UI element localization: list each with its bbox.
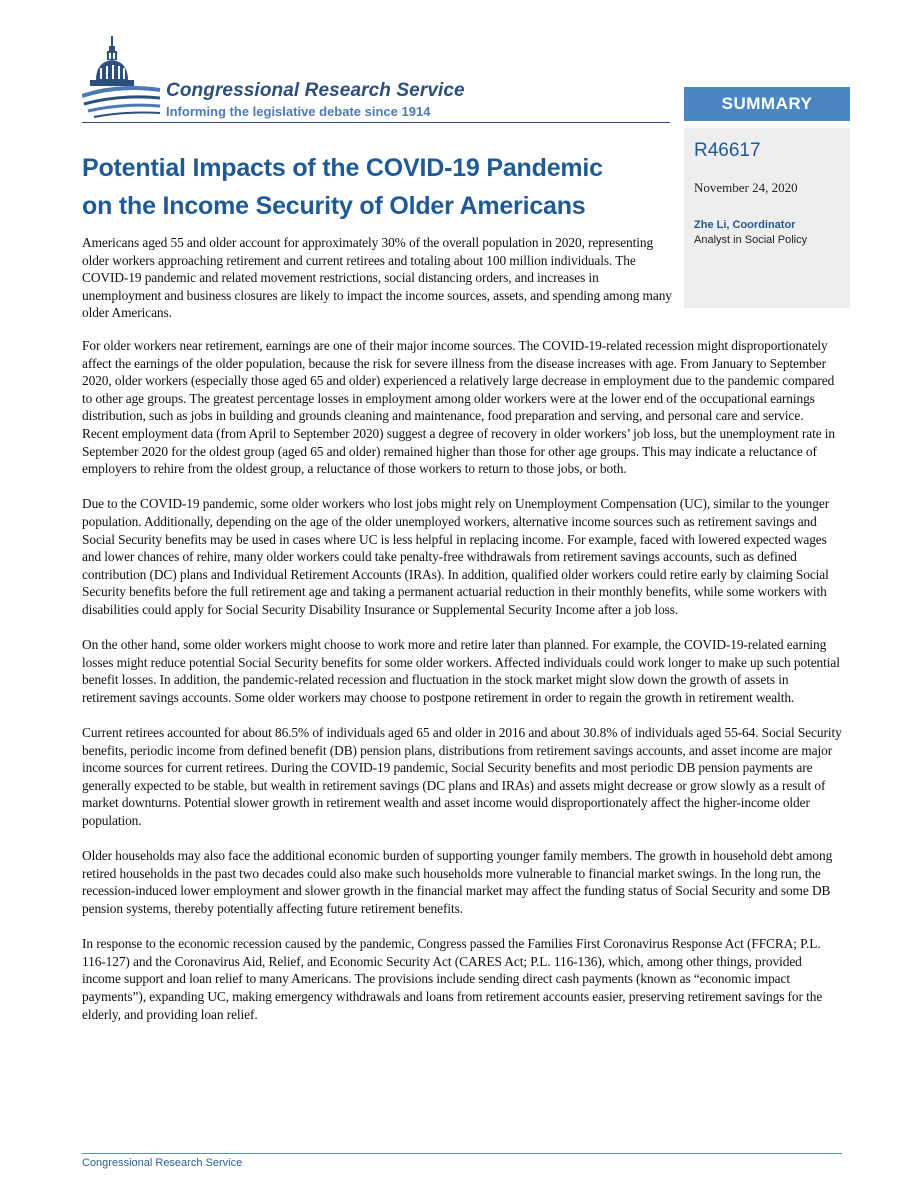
report-date: November 24, 2020 [694,180,798,195]
author-role: Analyst in Social Policy [694,234,808,246]
body-paragraph: For older workers near retirement, earnings are one of their major income sources. The COVID-19-related recession might disproportionately affect the earnings of the older population, because the risk for severe illness from the disease increases with age. From January to September 2020, older workers (especially those aged 65 and older) experienced a relatively large decrease in employment due to the pandemic compared to other age groups. The greatest percentage losses in employment among older workers were at the lower end of the occupational earnings distribution, such as jobs in building and grounds cleaning and maintenance, food preparation and serving, and personal care and service. Recent employment data (from April to September 2020) suggest a degree of recovery in older workers’ job loss, but the unemployment rate in September 2020 for the oldest group (aged 65 and older) remained higher than those for other age groups. This may indicate a reluctance of employers to rehire from the oldest group, a reluctance of those workers to return to those jobs, or both. [82,338,835,477]
report-info-box [684,128,850,308]
body-paragraph: In response to the economic recession caused by the pandemic, Congress passed the Families First Coronavirus Response Act (FFCRA; P.L. 116-127) and the Coronavirus Aid, Relief, and Economic Security Act (CARES Act; P.L. 116-136), which, among other things, provided income support and loan relief to many Americans. The provisions include sending direct cash payments (known as “economic impact payments”), expanding UC, making emergency withdrawals and loans from retirement accounts easier, preserving retirement savings for the elderly, and providing loan relief. [82,936,823,1022]
body-paragraph: Older households may also face the additional economic burden of supporting younger family members. The growth in household debt among retired households in the past two decades could also make such households more vulnerable to financial market swings. In the long run, the recession-induced lower employment and slower growth in the financial market may affect the funding status of Social Security and some DB pension systems, thereby potentially affecting future retirement benefits. [82,848,833,916]
body-paragraph: Current retirees accounted for about 86.5% of individuals aged 65 and older in 2016 and about 30.8% of individuals aged 55-64. Social Security benefits, periodic income from defined benefit (DB) pension plans, distributions from retirement savings accounts, and asset income are major income sources for current retirees. During the COVID-19 pandemic, Social Security benefits and most periodic DB pension payments are generally expected to be stable, but wealth in retirement savings (DC plans and IRAs) and assets might decrease or grow slowly as a result of market downturns. Potential slower growth in retirement wealth and asset income would disproportionately affect the higher-income older population. [82,725,842,829]
crs-logo [82,34,482,124]
report-number: R46617 [694,140,761,161]
page-title [82,149,672,225]
footer-text: Congressional Research Service [82,1157,243,1169]
body-text [82,337,842,1041]
author-name: Zhe Li, Coordinator [694,219,796,231]
body-paragraph: On the other hand, some older workers might choose to work more and retire later than planned. For example, the COVID-19-related earning losses might reduce potential Social Security benefits for some older workers. Affected individuals could work longer to make up such potential benefit losses. In addition, the pandemic-related recession and fluctuation in the stock market might slow down the growth of assets in retirement savings accounts. Some older workers may choose to postpone retirement in order to regain the growth in retirement wealth. [82,637,840,705]
body-paragraph: Due to the COVID-19 pandemic, some older workers who lost jobs might rely on Unemployment Compensation (UC), similar to the younger population. Additionally, depending on the age of the older unemployed workers, alternative income sources such as retirement savings and Social Security benefits may be used in cases where UC is less helpful in replacing income. For example, faced with lowered expected wages and lower chances of rehire, many older workers could take penalty-free withdrawals from retirement savings accounts, such as defined contribution (DC) plans and Individual Retirement Accounts (IRAs). In addition, qualified older workers could retire early by claiming Social Security benefits before the full retirement age and taking a permanent actuarial reduction in their monthly benefits, while some workers with disabilities could apply for Social Security Disability Insurance or Supplemental Security Income after a job loss. [82,496,830,617]
title-line-1: Potential Impacts of the COVID-19 Pandemic [82,154,603,182]
org-tagline: Informing the legislative debate since 1914 [166,104,431,119]
footer-divider [82,1153,842,1154]
intro-paragraph: Americans aged 55 and older account for approximately 30% of the overall population in 2020, representing older workers approaching retirement and current retirees and totaling about 100 million individuals. The COVID-19 pandemic and related movement restrictions, social distancing orders, and increases in unemployment and business closures are likely to impact the income sources, assets, and spending among many older Americans. [82,235,672,321]
org-name: Congressional Research Service [166,80,465,101]
capitol-dome-icon [82,34,162,120]
title-line-2: on the Income Security of Older Americans [82,192,586,220]
header-divider [82,122,670,123]
summary-banner: SUMMARY [684,87,850,121]
